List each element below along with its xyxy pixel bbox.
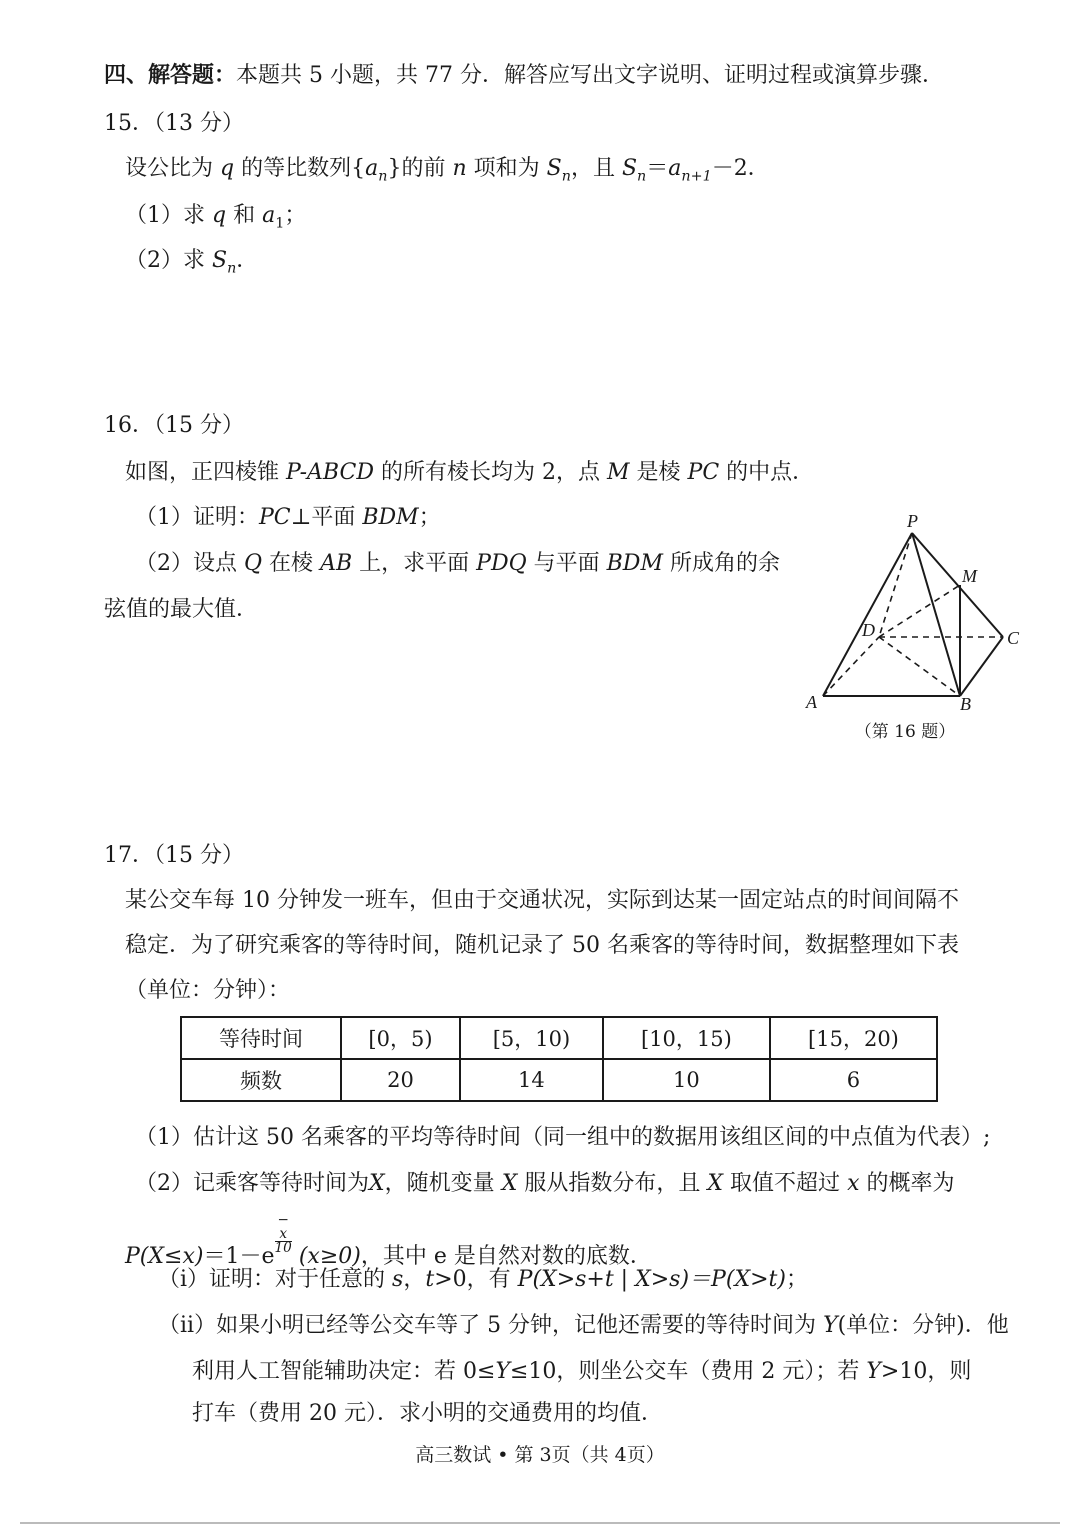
q17-part2-i: （i）证明：对于任意的 s，t>0，有 P(X>s+t | X>s)＝P(X>t)； — [158, 1267, 808, 1292]
table-cell: [5，10) — [460, 1017, 603, 1059]
bottom-divider — [20, 1522, 1060, 1524]
table-cell: [10，15) — [603, 1017, 770, 1059]
edge-PB — [912, 533, 960, 696]
label-P: P — [907, 511, 918, 531]
label-D: D — [862, 620, 875, 640]
label-M: M — [962, 566, 977, 586]
pyramid-figure — [800, 505, 1040, 755]
q17-part2-ii-line2: 利用人工智能辅助决定：若 0≤Y≤10，则坐公交车（费用 2 元）；若 Y>10，则 — [192, 1359, 972, 1384]
pyramid-diagram — [800, 505, 1040, 755]
q16-header: 16．（15 分） — [104, 413, 244, 438]
label-A: A — [806, 692, 817, 712]
q17-header: 17．（15 分） — [104, 843, 244, 868]
figure-caption: （第 16 题） — [854, 722, 956, 742]
q17-part1: （1）估计这 50 名乘客的平均等待时间（同一组中的数据用该组区间的中点值为代表）; — [135, 1125, 991, 1150]
table-cell: 10 — [603, 1059, 770, 1101]
table-cell: [0，5) — [341, 1017, 460, 1059]
section-intro: 本题共 5 小题，共 77 分．解答应写出文字说明、证明过程或演算步骤． — [236, 63, 944, 88]
table-row — [181, 1017, 937, 1059]
table-row — [181, 1059, 937, 1101]
q16-part2: （2）设点 Q 在棱 AB 上，求平面 PDQ 与平面 BDM 所成角的余 — [135, 551, 780, 576]
q15-part1: （1）求 q 和 $a_1$； — [125, 203, 307, 232]
q17-part2-ii-line1: （ii）如果小明已经等公交车等了 5 分钟，记他还需要的等待时间为 Y(单位：分钟)．他 — [158, 1313, 1009, 1338]
q17-stem-line2: 稳定．为了研究乘客的等待时间，随机记录了 50 名乘客的等待时间，数据整理如下表 — [125, 933, 959, 958]
edge-PC — [912, 533, 1003, 637]
page-footer: 高三数试 • 第 3页（共 4页） — [415, 1444, 665, 1466]
frequency-table — [180, 1016, 938, 1102]
q16-part1: （1）证明：PC⊥平面 BDM； — [135, 505, 441, 530]
table-cell: 等待时间 — [181, 1017, 341, 1059]
q16-stem: 如图，正四棱锥 P-ABCD 的所有棱长均为 2，点 M 是棱 PC 的中点． — [125, 460, 815, 485]
exponent-fraction: − x 10 — [274, 1212, 292, 1257]
table-cell: [15，20) — [770, 1017, 937, 1059]
q15-part2: （2）求 $S_n$． — [125, 248, 259, 277]
q15-stem: 设公比为 q 的等比数列$\{a_n\}$的前 n 项和为 $S_n$，且 $S_n=a_{n+1}-2$． — [125, 156, 770, 185]
q17-pdf: P(X≤x)＝1－e − x 10 (x≥0)，其中 e 是自然对数的底数． — [125, 1212, 652, 1270]
table-cell: 20 — [341, 1059, 460, 1101]
q17-part2: （2）记乘客等待时间为X，随机变量 X 服从指数分布，且 X 取值不超过 x 的概率为 — [135, 1171, 955, 1196]
q17-part2-ii-line3: 打车（费用 20 元）．求小明的交通费用的均值． — [192, 1401, 663, 1426]
q17-stem-line3: （单位：分钟）： — [125, 978, 291, 1003]
q17-stem-line1: 某公交车每 10 分钟发一班车，但由于交通状况，实际到达某一固定站点的时间间隔不 — [125, 888, 959, 913]
q15-header: 15．（13 分） — [104, 111, 244, 136]
section-header — [104, 58, 944, 89]
table-cell: 14 — [460, 1059, 603, 1101]
table-cell: 频数 — [181, 1059, 341, 1101]
table-cell: 6 — [770, 1059, 937, 1101]
section-heading: 四、解答题： — [104, 62, 237, 88]
edge-BC — [960, 637, 1003, 696]
q16-part2-cont: 弦值的最大值． — [104, 597, 259, 622]
label-C: C — [1007, 628, 1020, 648]
label-B: B — [960, 694, 971, 714]
segment-DM — [879, 585, 960, 637]
edge-PA — [823, 533, 912, 696]
diagonal-DB — [879, 637, 960, 696]
